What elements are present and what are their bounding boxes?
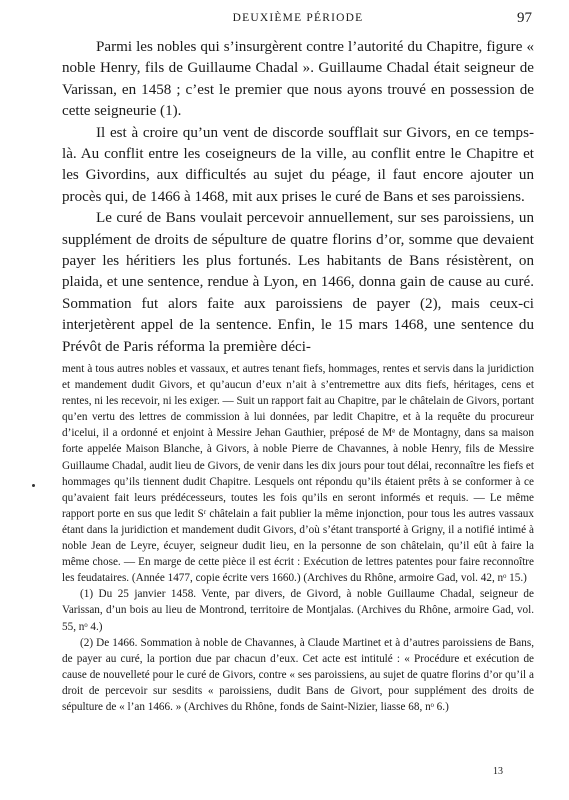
paragraph: Le curé de Bans voulait percevoir annuellement, sur ses paroissiens, un supplément de droits de sépulture de quatre florins d’or, somme que devaient payer les héritiers les plus fortunés. Les habitants de Bans résistèrent, on plaida, et une sentence, rendue à Lyon, en 1466, donna gain de cause au curé. Sommation fut alors faite aux paroissiens de payer (2), mais ceux-ci interjetèrent appel de la sentence. Enfin, le 15 mars 1468, une sentence du Prévôt de Paris réforma la première déci-: [62, 210, 534, 355]
margin-mark: [32, 484, 35, 487]
page-number: 97: [517, 10, 532, 26]
footnote-continuation: ment à tous autres nobles et vassaux, et autres tenant fiefs, hommages, rentes et servis dans la juridiction et mandement dudit Givors, et qu’aucun d’eux n’ait à s’entremettre aux dits fiefs, héritages, cens et rentes, ni les recevoir, ni les exiger. — Suit un rapport fait au Chapitre, par le châtelain de Givors, portant qu’en vertu des lettres de commission à lui données, par ledit Chapitre, et à la requête du procureur d’icelui, il a ordonné et enjoint à Messire Jehan Gauthier, préposé de Mᵉ de Montagny, dans sa maison forte appelée Maison Blanche, à Givors, à noble Pierre de Chavannes, à noble Henry, fils de Messire Guillaume Chadal, audit lieu de Givors, de venir dans les dix jours pour tout délai, reconnaître les fiefs et hommages qu’ils tiennent dudit Chapitre. Lesquels ont répondu qu’ils étaient prêts à se conformer à ce qu’avaient fait leurs prédécesseurs, toutes les fois qu’ils en seront informés et requis. — Le même rapport porte en sus que ledit Sʳ châtelain a fait publier la même injonction, pour tous les autres vassaux étant dans la juridiction et mandement dudit Givors, d’où s’étant transporté à Grigny, il a notifié intimé à noble Jean de Leyre, écuyer, seigneur dudit lieu, en la personne de son châtelain, qu’il eût à faire la même chose. — En marge de cette pièce il est écrit : Exécution de lettres patentes pour faire reconnoître les feudataires. (Année 1477, copie écrite vers 1660.) (Archives du Rhône, armoire Gad, vol. 42, nᵒ 15.): [62, 363, 534, 585]
paragraph: Il est à croire qu’un vent de discorde soufflait sur Givors, en ce temps-là. Au conflit entre les coseigneurs de la ville, au conflit entre le Chapitre et les Givordins, aux difficultés au sujet du péage, il faut encore ajouter un procès qui, de 1466 à 1468, mit aux prises le curé de Bans et ses paroissiens.: [62, 124, 534, 205]
running-title: DEUXIÈME PÉRIODE: [232, 12, 364, 24]
footnotes: [62, 361, 534, 715]
main-text: [62, 37, 534, 358]
footnote-1: (1) Du 25 janvier 1458. Vente, par divers, de Givord, à noble Guillaume Chadal, seigneur de Varissan, d’un bois au lieu de Montrond, territoire de Montjalas. (Archives du Rhône, armoire Gad, vol. 55, nᵒ 4.): [62, 588, 534, 633]
footnote-2: (2) De 1466. Sommation à noble de Chavannes, à Claude Martinet et à d’autres paroissiens de Bans, de payer au curé, la portion due par chacun d’eux. Cet acte est intitulé : « Procédure et exécution de cause de nouvelleté pour le curé de Givors, contre « ses paroissiens, au sujet de quatre florins d’or qu’il a droit de percevoir sur sesdits « paroissiens, dudit Bans de Givort, pour supplément des droits de sépulture de « l’an 1466. » (Archives du Rhône, fonds de Saint-Nizier, liasse 68, nᵒ 6.): [62, 636, 534, 713]
page-header: [62, 10, 534, 30]
signature-mark: 13: [493, 766, 503, 777]
paragraph: Parmi les nobles qui s’insurgèrent contre l’autorité du Chapitre, figure « noble Henry, fils de Guillaume Chadal ». Guillaume Chadal était seigneur de Varissan, en 1458 ; c’est le premier que nous ayons trouvé en possession de cette seigneurie (1).: [62, 39, 534, 120]
